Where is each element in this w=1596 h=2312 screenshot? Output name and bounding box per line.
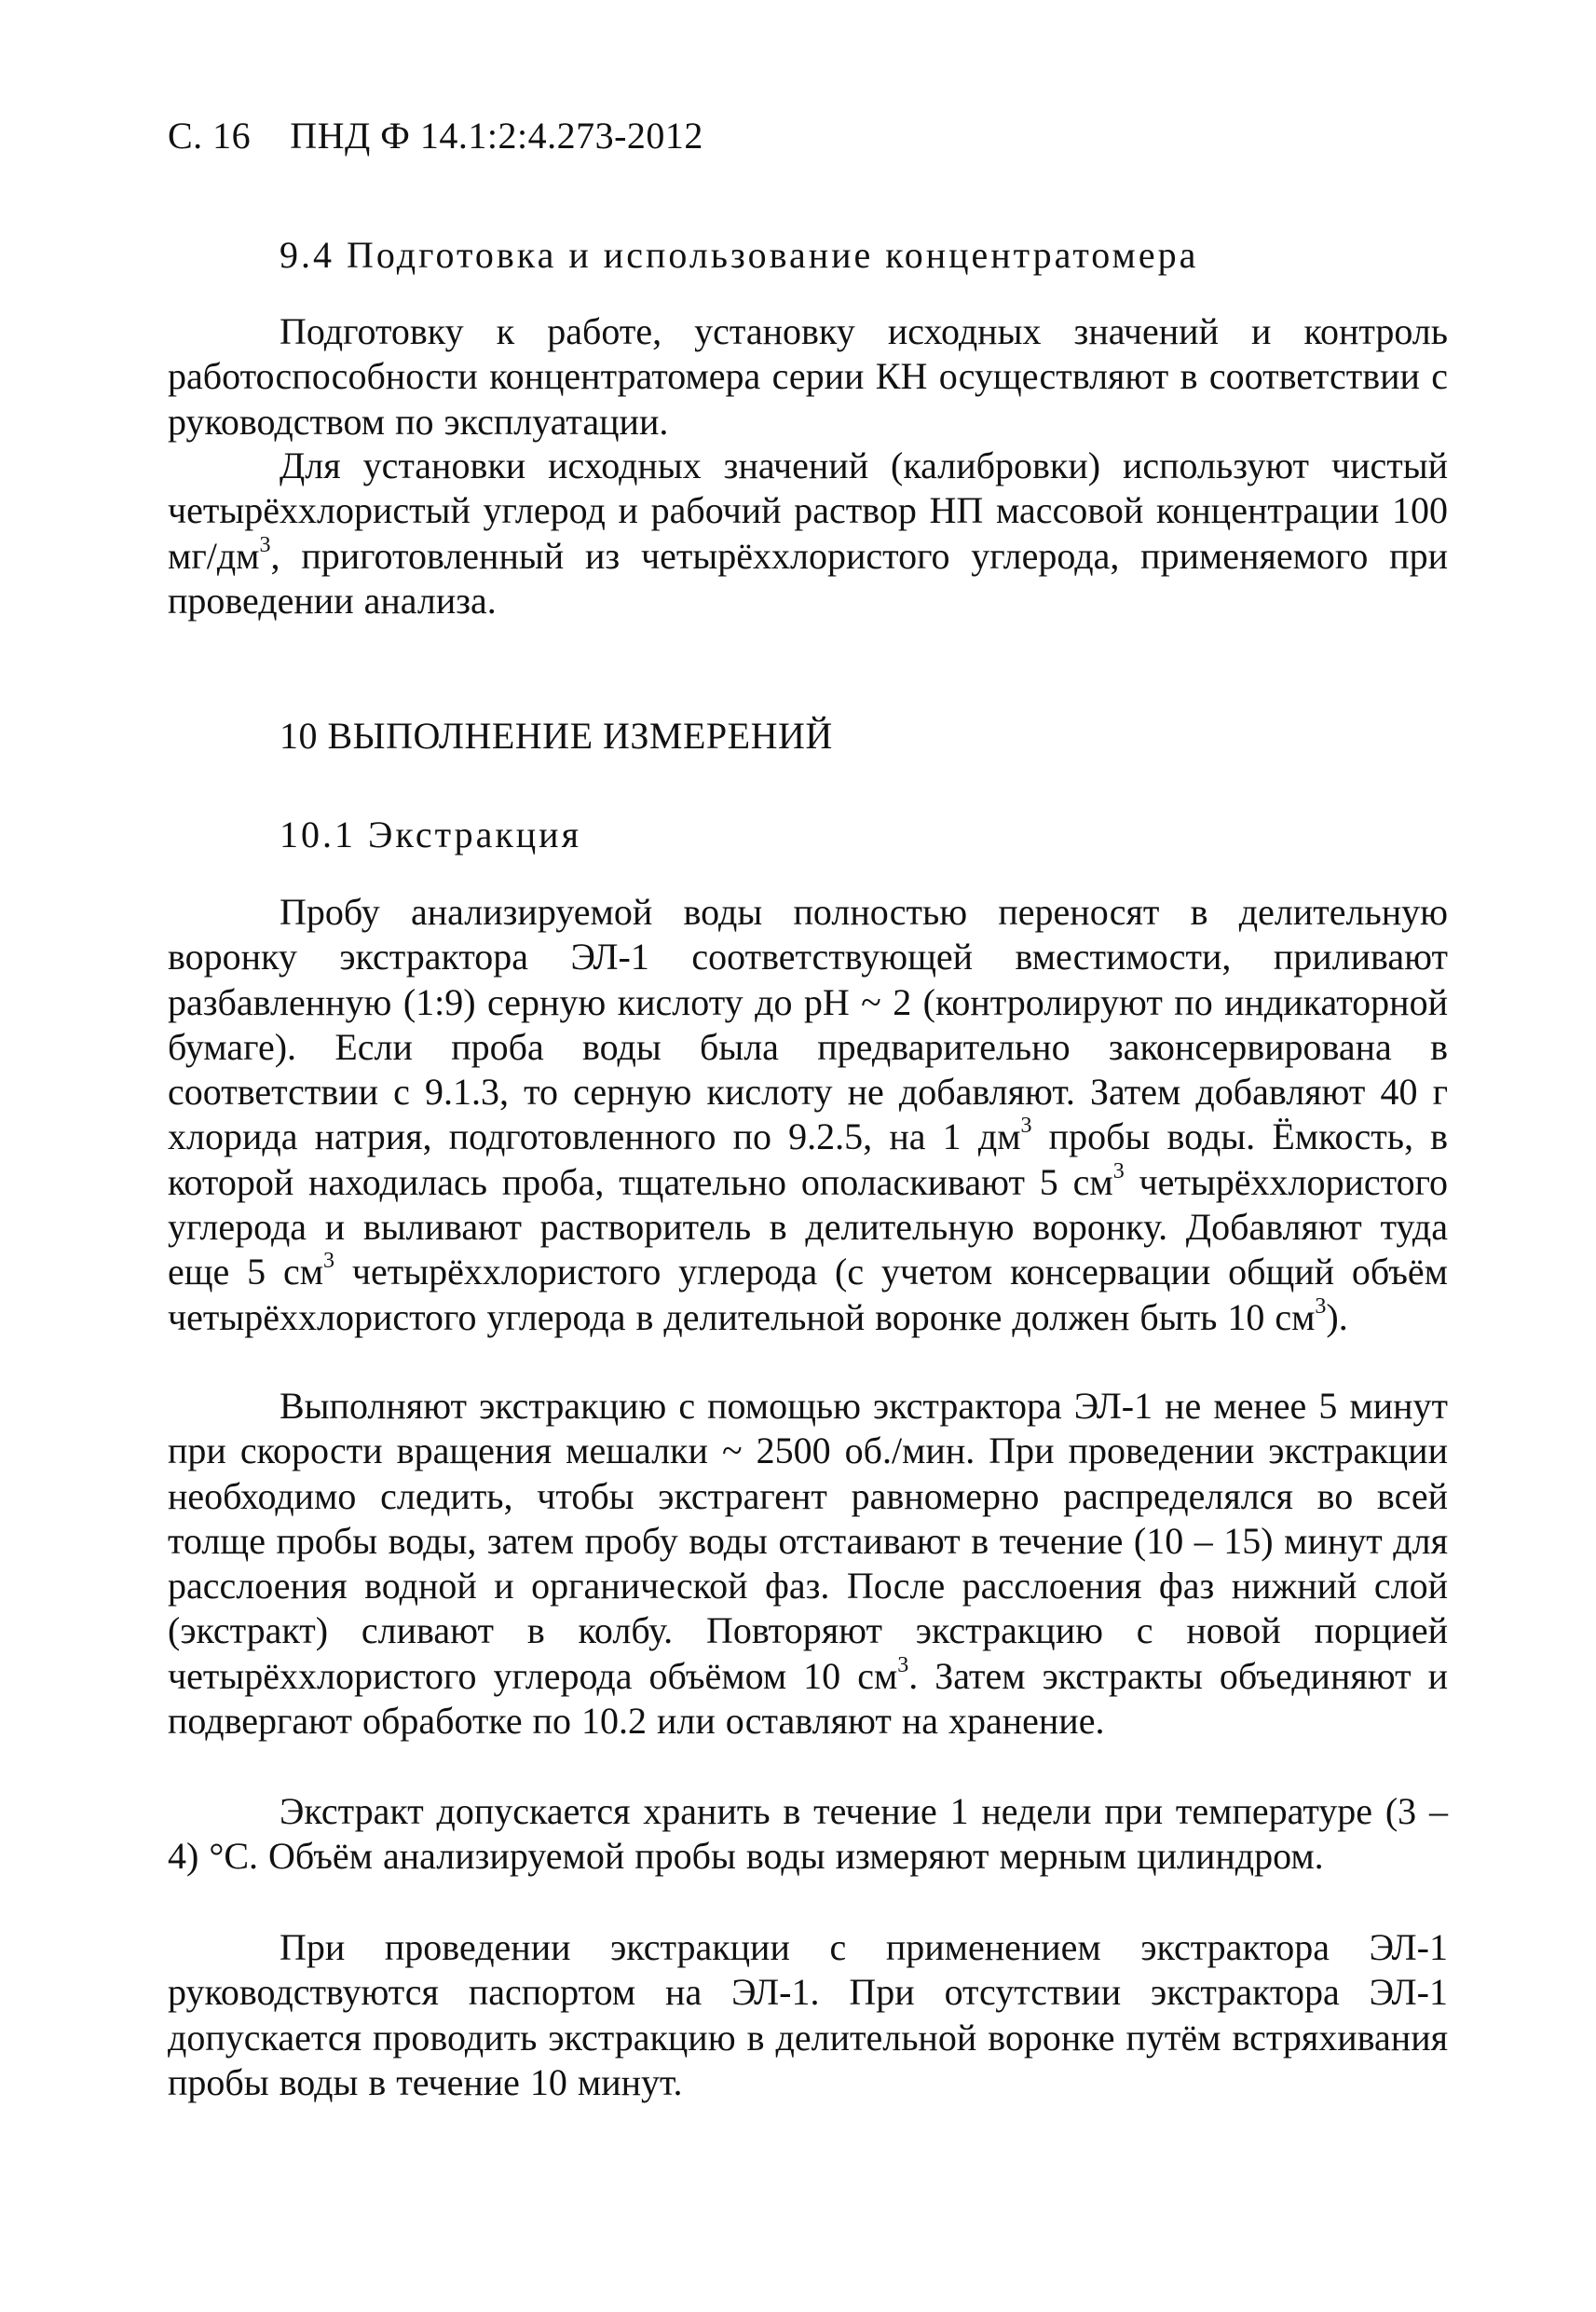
heading-9-4: 9.4 Подготовка и использование концентратомера — [280, 234, 1199, 276]
text-segment: четырёххлористого углерода и выливают растворитель в делительную воронку. Добавляют туда еще 5 см — [168, 1160, 1448, 1293]
page-number: С. 16 — [168, 115, 252, 157]
document-code: ПНД Ф 14.1:2:4.273-2012 — [290, 115, 703, 157]
heading-10-1: 10.1 Экстракция — [280, 814, 581, 855]
text-segment: четырёххлористого углерода (с учетом консервации общий объём четырёххлористого углерода в делительной воронке должен быть 10 см — [168, 1251, 1448, 1338]
paragraph-10-1-3: Экстракт допускается хранить в течение 1 недели при температуре (3 – 4) °С. Объём анализируемой пробы воды измеряют мерным цилиндром. — [168, 1790, 1448, 1878]
paragraph-9-4-1: Подготовку к работе, установку исходных значений и контроль работоспособности концентратомера серии КН осуществляют в соответствии с руководством по эксплуатации. — [168, 310, 1448, 443]
paragraph-10-1-4: При проведении экстракции с применением экстрактора ЭЛ-1 руководствуются паспортом на ЭЛ-1. При отсутствии экстрактора ЭЛ-1 допускается проводить экстракцию в делительной воронке путём встряхивания пробы воды в течение 10 минут. — [168, 1926, 1448, 2103]
superscript: 3 — [323, 1249, 335, 1274]
text-segment: ). — [1326, 1295, 1348, 1338]
paragraph-10-1-1 — [168, 890, 1448, 1340]
superscript: 3 — [1315, 1293, 1327, 1319]
text-segment: . Затем экстракты объединяют и подвергают обработке по 10.2 или оставляют на хранение. — [168, 1654, 1449, 1743]
superscript: 3 — [1112, 1158, 1125, 1183]
superscript: 3 — [897, 1652, 909, 1677]
paragraph-10-1-2 — [168, 1384, 1448, 1744]
page-header — [168, 114, 703, 157]
heading-10: 10 ВЫПОЛНЕНИЕ ИЗМЕРЕНИЙ — [280, 715, 833, 757]
paragraph-9-4-2 — [168, 444, 1448, 623]
text-segment: Выполняют экстракцию с помощью экстрактора ЭЛ-1 не менее 5 минут при скорости вращения мешалки ~ 2500 об./мин. При проведении экстракции необходимо следить, чтобы экстрагент равномерно распределялся во всей толще пробы воды, затем пробу воды отстаивают в течение (10 – 15) минут для расслоения водной и органической фаз. После расслоения фаз нижний слой (экстракт) сливают в колбу. Повторяют экстракцию с новой порцией четырёххлористого углерода объёмом 10 см — [168, 1385, 1448, 1697]
text-segment: Пробу анализируемой воды полностью переносят в делительную воронку экстрактора ЭЛ-1 соответствующей вместимости, приливают разбавленную (1:9) серную кислоту до pH ~ 2 (контролируют по индикаторной бумаге). Если проба воды была предварительно законсервирована в соответствии с 9.1.3, то серную кислоту не добавляют. Затем добавляют 40 г хлорида натрия, подготовленного по 9.2.5, на 1 дм — [168, 891, 1448, 1158]
text-segment: , приготовленный из четырёххлористого углерода, применяемого при проведении анализа. — [168, 534, 1448, 622]
text-segment: пробы воды. Ёмкость, в которой находилась проба, тщательно ополаскивают 5 см — [168, 1115, 1449, 1203]
text-segment: Для установки исходных значений (калибровки) используют чистый четырёххлористый углерод и рабочий раствор НП массовой концентрации 100 мг/дм — [168, 445, 1448, 577]
superscript: 3 — [259, 532, 271, 557]
superscript: 3 — [1020, 1114, 1032, 1139]
